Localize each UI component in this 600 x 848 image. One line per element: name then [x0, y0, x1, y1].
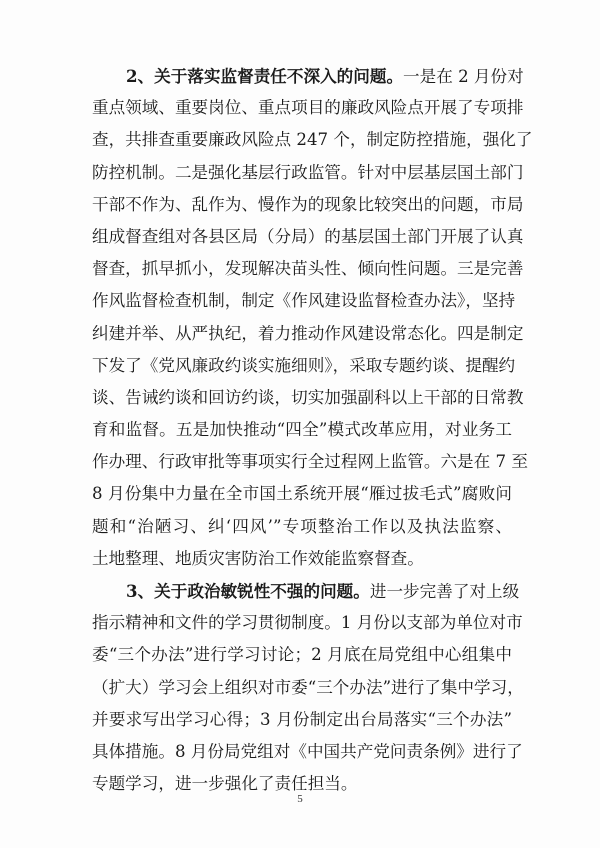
- paragraph-line: 题和“治陋习、纠‘四风’”专项整治工作以及执法监察、: [92, 516, 512, 536]
- paragraph-line: 纠建并举、从严执纪，着力推动作风建设常态化。四是制定: [92, 323, 524, 343]
- paragraph-line: 重点领域、重要岗位、重点项目的廉政风险点开展了专项排: [92, 98, 524, 118]
- section-3-heading: 3、关于政治敏锐性不强的问题。: [126, 581, 370, 601]
- paragraph-line: 作办理、行政审批等事项实行全过程网上监管。六是在 7 至: [92, 452, 528, 472]
- paragraph-line: 谈、告诫约谈和回访约谈，切实加强副科以上干部的日常教: [92, 387, 524, 407]
- section-2-line: 一是在 2 月份对: [403, 67, 524, 86]
- paragraph-line: [92, 60, 524, 92]
- paragraph-line: 土地整理、地质灾害防治工作效能监察督查。: [92, 548, 424, 568]
- section-3-line: 进一步完善了对上级: [369, 582, 520, 601]
- paragraph-line: 具体措施。8 月份局党组对《中国共产党问责条例》进行了: [92, 741, 523, 761]
- paragraph-line: 下发了《党风廉政约谈实施细则》，采取专题约谈、提醒约: [92, 355, 516, 375]
- paragraph-line: 督查，抓早抓小，发现解决苗头性、倾向性问题。三是完善: [92, 259, 524, 279]
- paragraph-line: 委“三个办法”进行学习讨论；2 月底在局党组中心组集中: [92, 645, 512, 665]
- paragraph-line: 指示精神和文件的学习贯彻制度。1 月份以支部为单位对市: [92, 613, 523, 633]
- paragraph-line: 育和监督。五是加快推动“四全”模式改革应用，对业务工: [92, 420, 512, 440]
- page-number: 5: [297, 793, 303, 805]
- paragraph-line: 并要求写出学习心得；3 月份制定出台局落实“三个办法”: [92, 709, 512, 729]
- paragraph-line: 作风监督检查机制，制定《作风建设监督检查办法》，坚持: [92, 291, 516, 311]
- section-2-heading: 2、关于落实监督责任不深入的问题。: [126, 66, 404, 86]
- paragraph-line: [92, 575, 520, 607]
- paragraph-line: 组成督查组对各县区局（分局）的基层国土部门开展了认真: [92, 226, 524, 246]
- paragraph-line: 防控机制。二是强化基层行政监管。针对中层基层国土部门: [92, 162, 524, 182]
- paragraph-line: 专题学习，进一步强化了责任担当。: [92, 774, 358, 794]
- paragraph-line: 查，共排查重要廉政风险点 247 个，制定防控措施，强化了: [92, 130, 533, 150]
- paragraph-line: 8 月份集中力量在全市国土系统开展“雁过拔毛式”腐败问: [92, 484, 512, 504]
- body-text: [92, 60, 533, 800]
- paragraph-line: （扩大）学习会上组织对市委“三个办法”进行了集中学习，: [92, 677, 524, 697]
- paragraph-line: 干部不作为、乱作为、慢作为的现象比较突出的问题，市局: [92, 194, 524, 214]
